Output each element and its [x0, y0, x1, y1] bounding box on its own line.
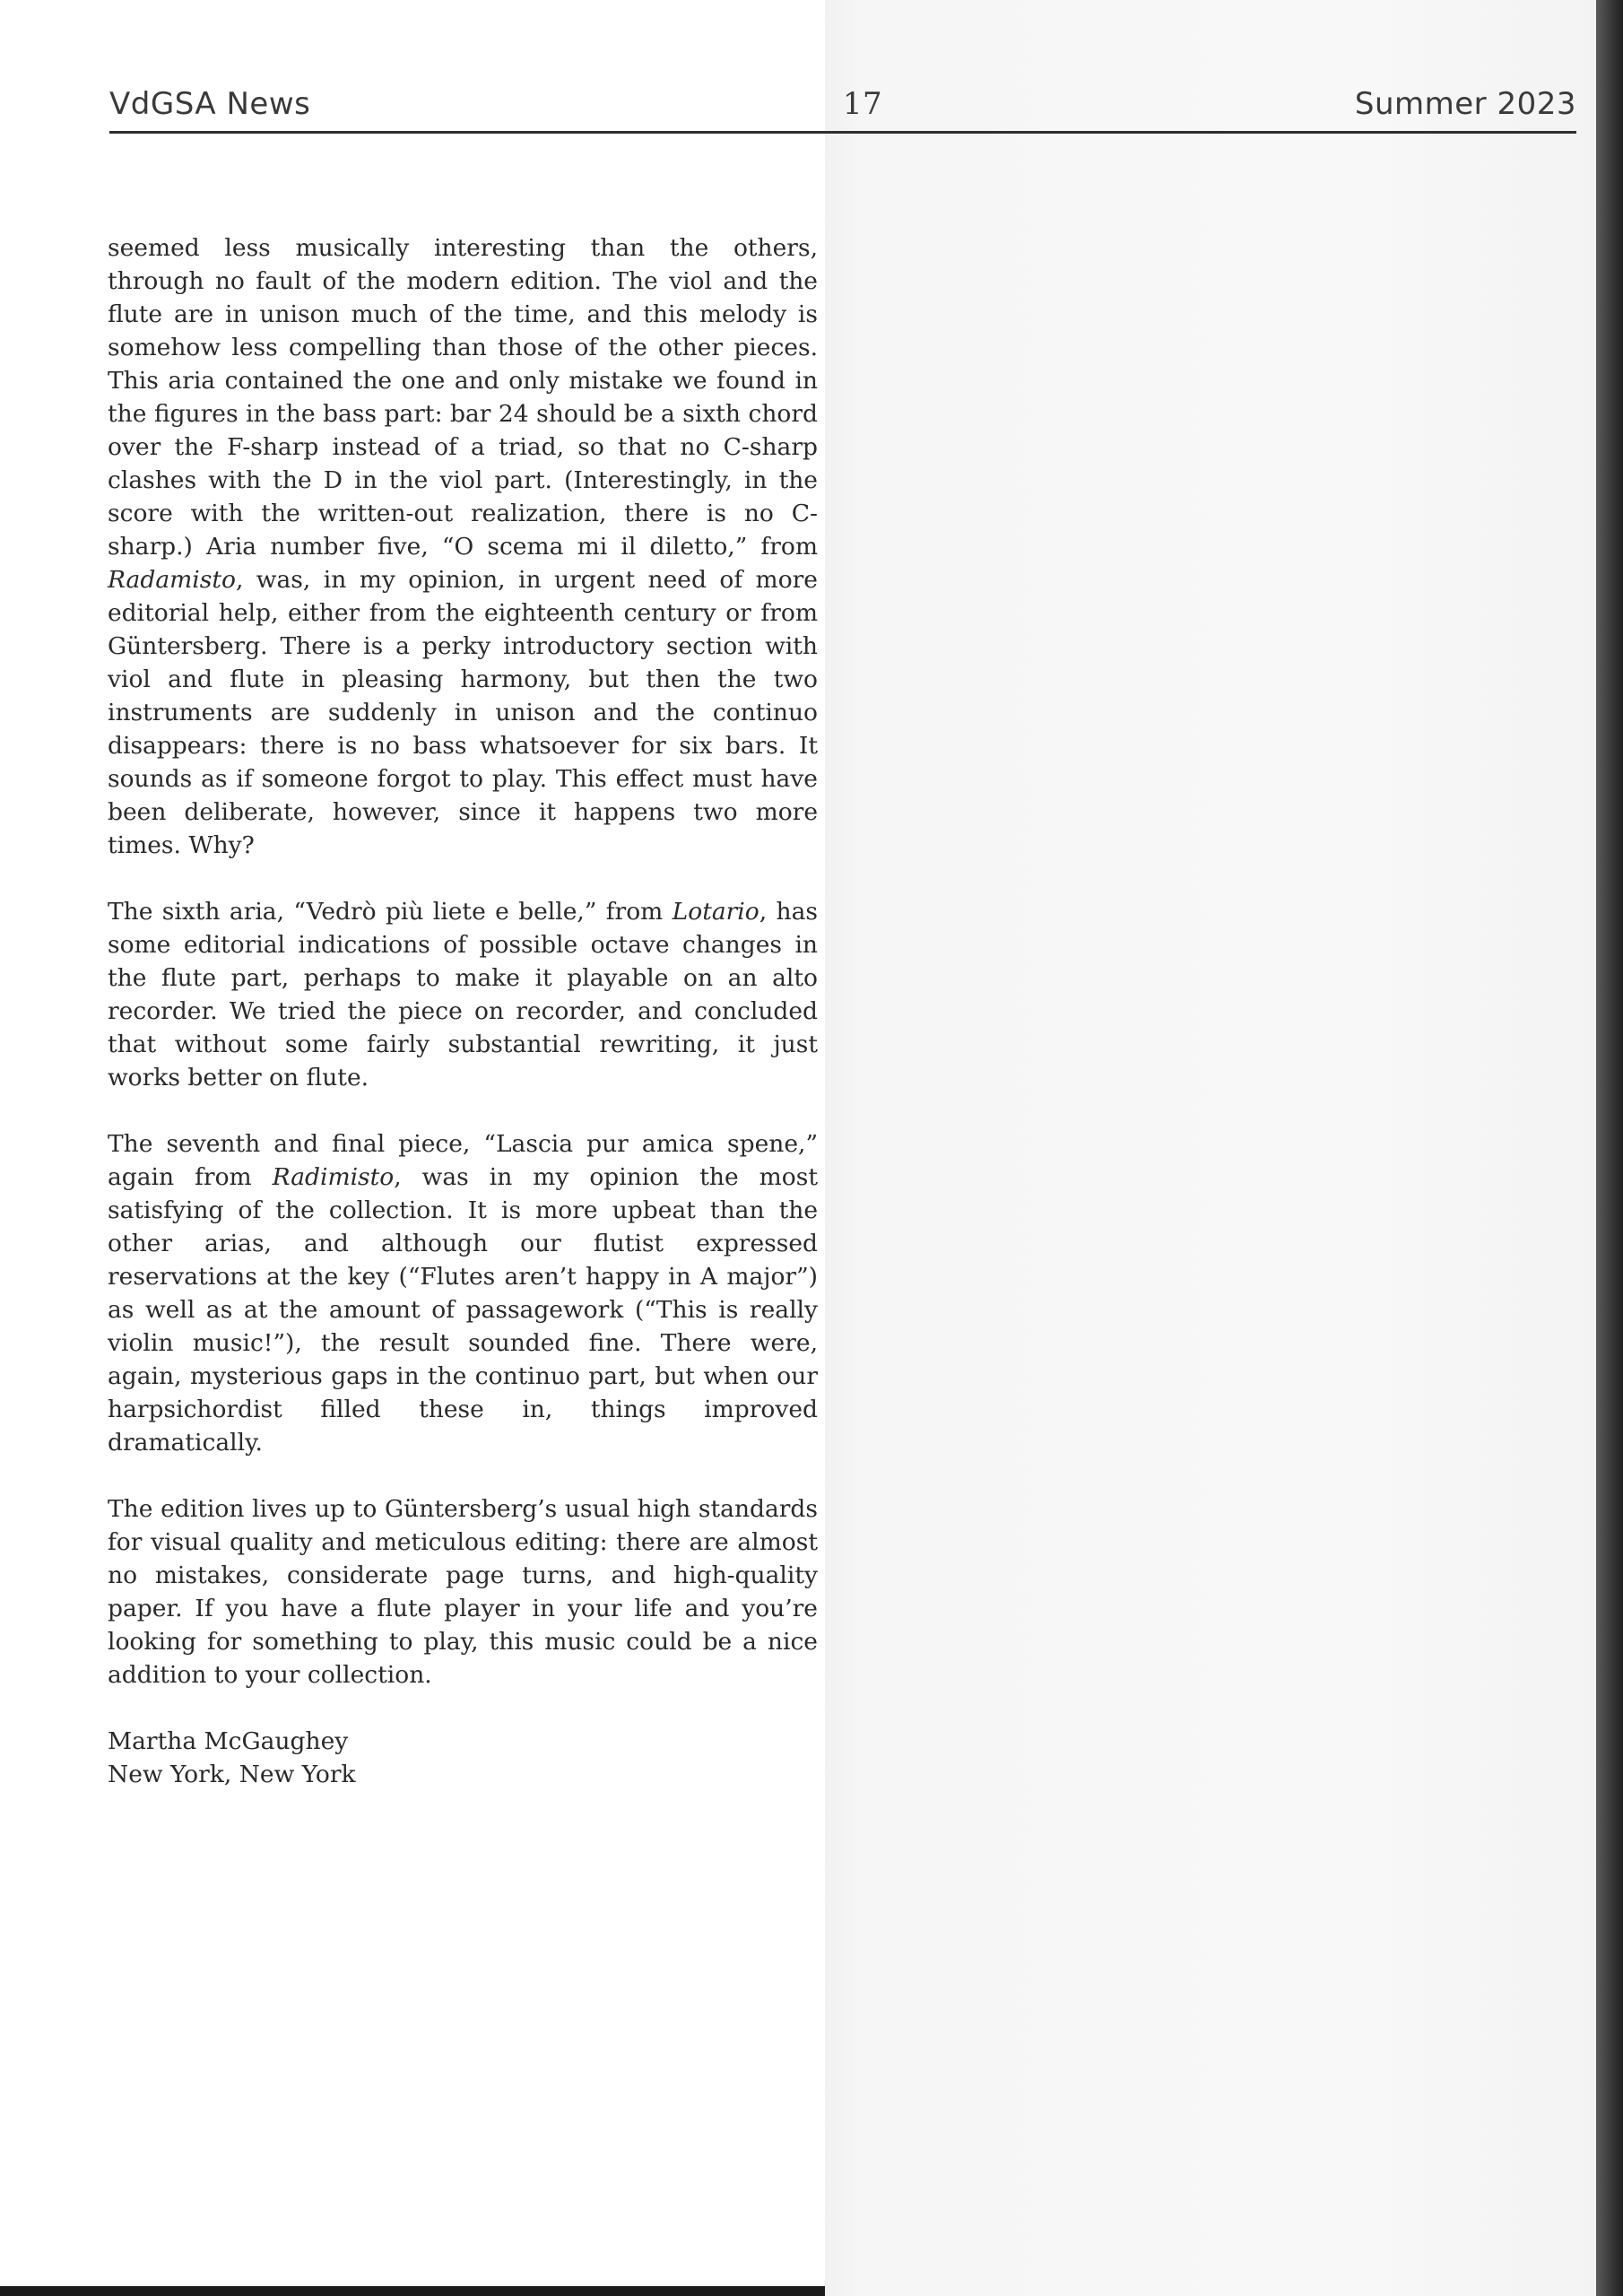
running-header: [109, 84, 1576, 134]
author-location: New York, New York: [108, 1761, 356, 1788]
page-number: 17: [842, 86, 883, 122]
author-signature: [108, 1725, 818, 1791]
paragraph-3: [108, 1127, 818, 1459]
paragraph-3-text-b: , was in my opinion the most satisfying of the collection. It is more upbeat than the other arias, and although our flutist expressed reservations at the key (“Flutes aren’t happy in A major”) as well as at the amount of passagework (“This is really violin music!”), the result sounded fine. There were, again, mysterious gaps in the continuo part, but when our harpsichordist filled these in, things improved dramatically.: [108, 1163, 818, 1457]
opera-title-radimisto: Radimisto: [272, 1163, 395, 1191]
paragraph-1-text-a: seemed less musically interesting than the others, through no fault of the modern edition. The viol and the flute are in unison much of the time, and this melody is somehow less compelling than those of the other pieces. This aria contained the one and only mistake we found in the figures in the bass part: bar 24 should be a sixth chord over the F-sharp instead of a triad, so that no C-sharp clashes with the D in the viol part. (Interestingly, in the score with the written-out realization, there is no C-sharp.) Aria number five, “O scema mi il diletto,” from: [108, 234, 818, 561]
page-edge-shadow: [1596, 0, 1623, 2296]
facing-page: [825, 0, 1596, 2296]
issue-date: Summer 2023: [1354, 86, 1576, 122]
paragraph-4: The edition lives up to Güntersberg’s usual high standards for visual quality and meticulous editing: there are almost no mistakes, considerate page turns, and high-quality paper. If you have a flute player in your life and you’re looking for something to play, this music could be a nice addition to your collection.: [108, 1495, 818, 1689]
paragraph-2-text-a: The sixth aria, “Vedrò più liete e belle,” from: [108, 898, 673, 926]
paragraph-1: [108, 231, 818, 862]
paragraph-1-text-b: , was, in my opinion, in urgent need of more editorial help, either from the eighteenth century or from Güntersberg. There is a perky introductory section with viol and flute in pleasing harmony, but then the two instruments are suddenly in unison and the continuo disappears: there is no bass whatsoever for six bars. It sounds as if someone forgot to play. This effect must have been deliberate, however, since it happens two more times. Why?: [108, 566, 818, 859]
review-article: [108, 231, 818, 1791]
paragraph-2-text-b: , has some editorial indications of possible octave changes in the flute part, perhaps to make it playable on an alto recorder. We tried the piece on recorder, and concluded that without some fairly substantial rewriting, it just works better on flute.: [108, 898, 818, 1091]
opera-title-lotario: Lotario: [672, 898, 759, 926]
author-name: Martha McGaughey: [108, 1727, 349, 1755]
publication-title: VdGSA News: [109, 86, 311, 122]
paragraph-2: [108, 895, 818, 1094]
bottom-scan-edge: [0, 2286, 825, 2296]
paragraph-3-text-a: The seventh and final piece, “Lascia pur amica spene,” again from: [108, 1130, 818, 1191]
opera-title-radamisto: Radamisto: [108, 566, 236, 594]
